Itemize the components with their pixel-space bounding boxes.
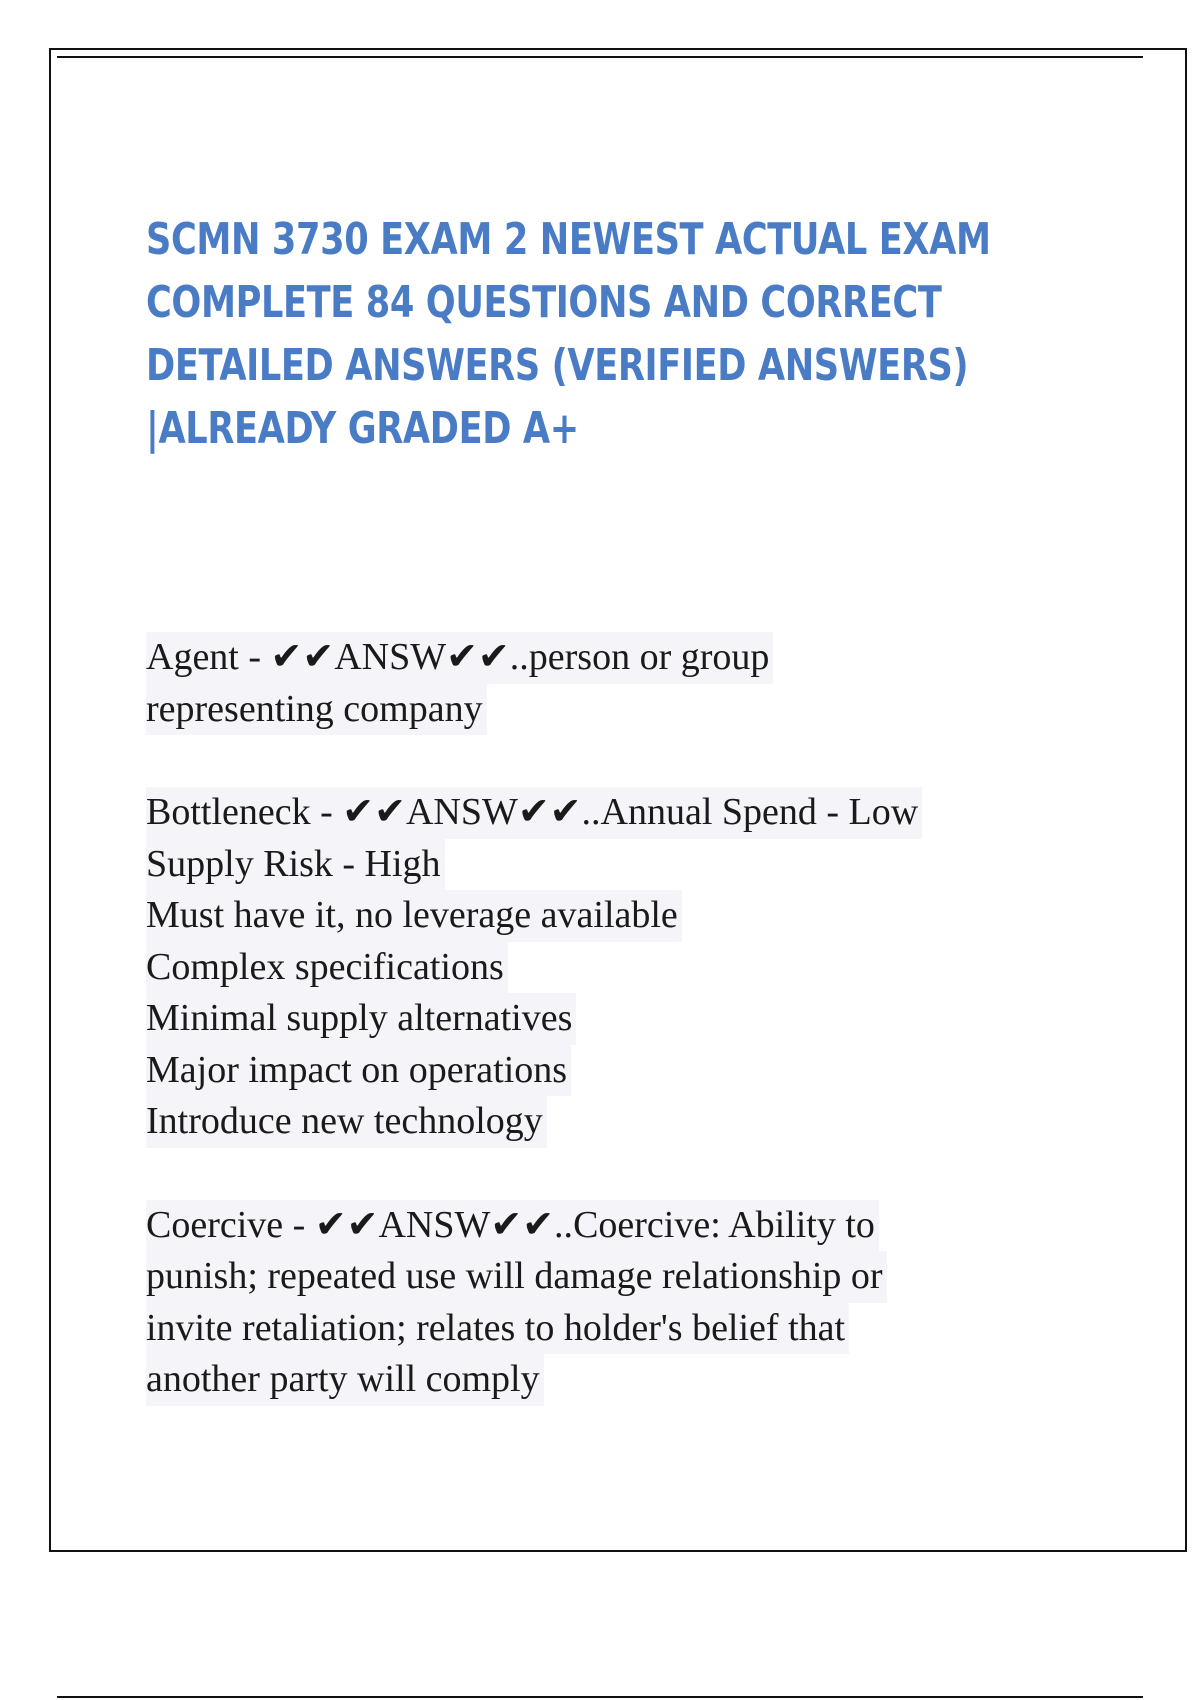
entry-first-line: Coercive - ✔✔ANSW✔✔..Coercive: Ability to bbox=[146, 1200, 879, 1252]
entry-line: punish; repeated use will damage relationship or bbox=[146, 1251, 887, 1303]
entry-line: Introduce new technology bbox=[146, 1096, 547, 1148]
entry-line: Supply Risk - High bbox=[146, 839, 445, 891]
entry-term: Coercive bbox=[146, 1203, 284, 1246]
bottom-rule bbox=[57, 1696, 1143, 1698]
entry-line: Minimal supply alternatives bbox=[146, 993, 576, 1045]
answer-marker: ✔✔ANSW✔✔.. bbox=[342, 791, 601, 833]
entry-line: Complex specifications bbox=[146, 942, 508, 994]
answer-marker: ✔✔ANSW✔✔.. bbox=[314, 1203, 574, 1246]
entry-first-line: Agent - ✔✔ANSW✔✔..person or group bbox=[146, 632, 773, 684]
qa-entries bbox=[146, 632, 1066, 1458]
entry-answer-start: Annual Spend - Low bbox=[600, 791, 919, 833]
answer-marker: ✔✔ANSW✔✔.. bbox=[270, 636, 529, 678]
top-rule bbox=[57, 56, 1143, 58]
entry-answer-start: person or group bbox=[528, 636, 770, 678]
entry-line: Major impact on operations bbox=[146, 1045, 571, 1097]
entry-line: Must have it, no leverage available bbox=[146, 890, 682, 942]
entry-answer-start: Coercive: Ability to bbox=[573, 1203, 875, 1246]
entry-term: Bottleneck bbox=[146, 791, 311, 833]
entry-line: another party will comply bbox=[146, 1354, 544, 1406]
document-title: SCMN 3730 EXAM 2 NEWEST ACTUAL EXAM COMPLETE 84 QUESTIONS AND CORRECT DETAILED ANSWERS (VERIFIED ANSWERS) |ALREADY GRADED A+ bbox=[146, 214, 991, 454]
qa-entry-coercive bbox=[146, 1200, 1066, 1406]
entry-first-line: Bottleneck - ✔✔ANSW✔✔..Annual Spend - Low bbox=[146, 787, 922, 839]
entry-line: representing company bbox=[146, 684, 487, 736]
qa-entry-agent bbox=[146, 632, 1066, 735]
entry-term: Agent bbox=[146, 636, 239, 678]
entry-line: invite retaliation; relates to holder's belief that bbox=[146, 1303, 849, 1355]
qa-entry-bottleneck bbox=[146, 787, 1066, 1148]
